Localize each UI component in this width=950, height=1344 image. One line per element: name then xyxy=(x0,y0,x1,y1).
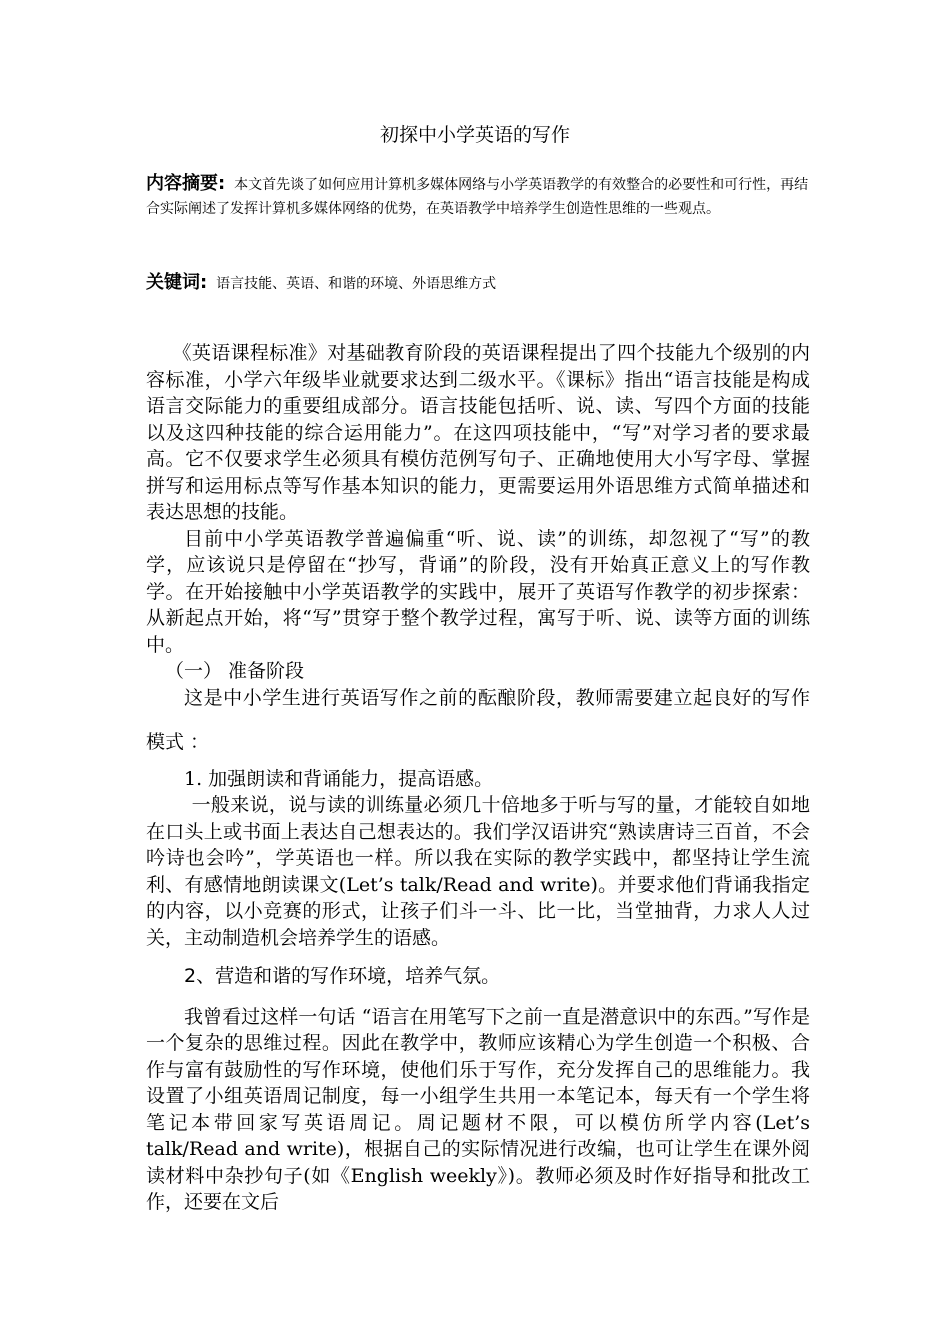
body-paragraph: 《英语课程标准》对基础教育阶段的英语课程提出了四个技能九个级别的内容标准，小学六年级毕业就要求达到二级水平。《课标》指出“语言技能是构成语言交际能力的重要组成部分。语言技能包括听、说、读、写四个方面的技能以及这四种技能的综合运用能力”。在这四项技能中，“写”对学习者的要求最高。它不仅要求学生必须具有模仿范例写句子、正确地使用大小写字母、掌握拼写和运用标点等写作基本知识的能力，更需要运用外语思维方式简单描述和表达思想的技能。 xyxy=(146,342,810,523)
subsection-heading: 2、营造和谐的写作环境，培养气氛。 xyxy=(184,965,501,987)
body-paragraph: 一般来说，说与读的训练量必须几十倍地多于听与写的量，才能较自如地在口头上或书面上表达自己想表达的。我们学汉语讲究“熟读唐诗三百首，不会吟诗也会吟”，学英语也一样。所以我在实际的教学实践中，都坚持让学生流利、有感情地朗读课文(Let’s talk/Read and write)。并要求他们背诵我指定的内容，以小竞赛的形式，让孩子们斗一斗、比一比，当堂抽背，力求人人过关，主动制造机会培养学生的语感。 xyxy=(146,794,810,949)
keywords xyxy=(146,270,811,297)
abstract-label: 内容摘要 xyxy=(146,173,218,194)
abstract xyxy=(146,172,811,221)
document-body xyxy=(146,340,810,1216)
body-paragraph: 这是中小学生进行英语写作之前的酝酿阶段，教师需要建立起良好的写作模式 ： xyxy=(146,686,810,753)
abstract-text: 本文首先谈了如何应用计算机多媒体网络与小学英语教学的有效整合的必要性和可行性，再结合实际阐述了发挥计算机多媒体网络的优势，在英语教学中培养学生创造性思维的一些观点。 xyxy=(146,177,809,217)
section-heading: （一） 准备阶段 xyxy=(165,660,305,682)
abstract-colon: : xyxy=(218,173,226,194)
keywords-text: 语言技能、英语、和谐的环境、外语思维方式 xyxy=(216,276,497,292)
keywords-label: 关键词 xyxy=(146,272,200,293)
document-title: 初探中小学英语的写作 xyxy=(379,124,570,146)
keywords-colon: : xyxy=(200,272,208,293)
body-paragraph: 目前中小学英语教学普遍偏重“听、说、读”的训练，却忽视了“写”的教学，应该说只是停留在“抄写，背诵”的阶段，没有开始真正意义上的写作教学。在开始接触中小学英语教学的实践中，展开了英语写作教学的初步探索：从新起点开始，将“写”贯穿于整个教学过程，寓写于听、说、读等方面的训练中。 xyxy=(146,527,810,656)
subsection-heading: 1. 加强朗读和背诵能力，提高语感。 xyxy=(184,767,494,790)
body-paragraph: 我曾看过这样一句话 “语言在用笔写下之前一直是潜意识中的东西。”写作是一个复杂的思维过程。因此在教学中，教师应该精心为学生创造一个积极、合作与富有鼓励性的写作环境，使他们乐于写作，充分发挥自己的思维能力。我设置了小组英语周记制度，每一小组学生共用一本笔记本，每天有一个学生将笔记本带回家写英语周记。周记题材不限，可以模仿所学内容(Let’s talk/Read and write)，根据自己的实际情况进行改编，也可让学生在课外阅读材料中杂抄句子(如《English weekly》)。教师必须及时作好指导和批改工作，还要在文后 xyxy=(146,1005,810,1213)
